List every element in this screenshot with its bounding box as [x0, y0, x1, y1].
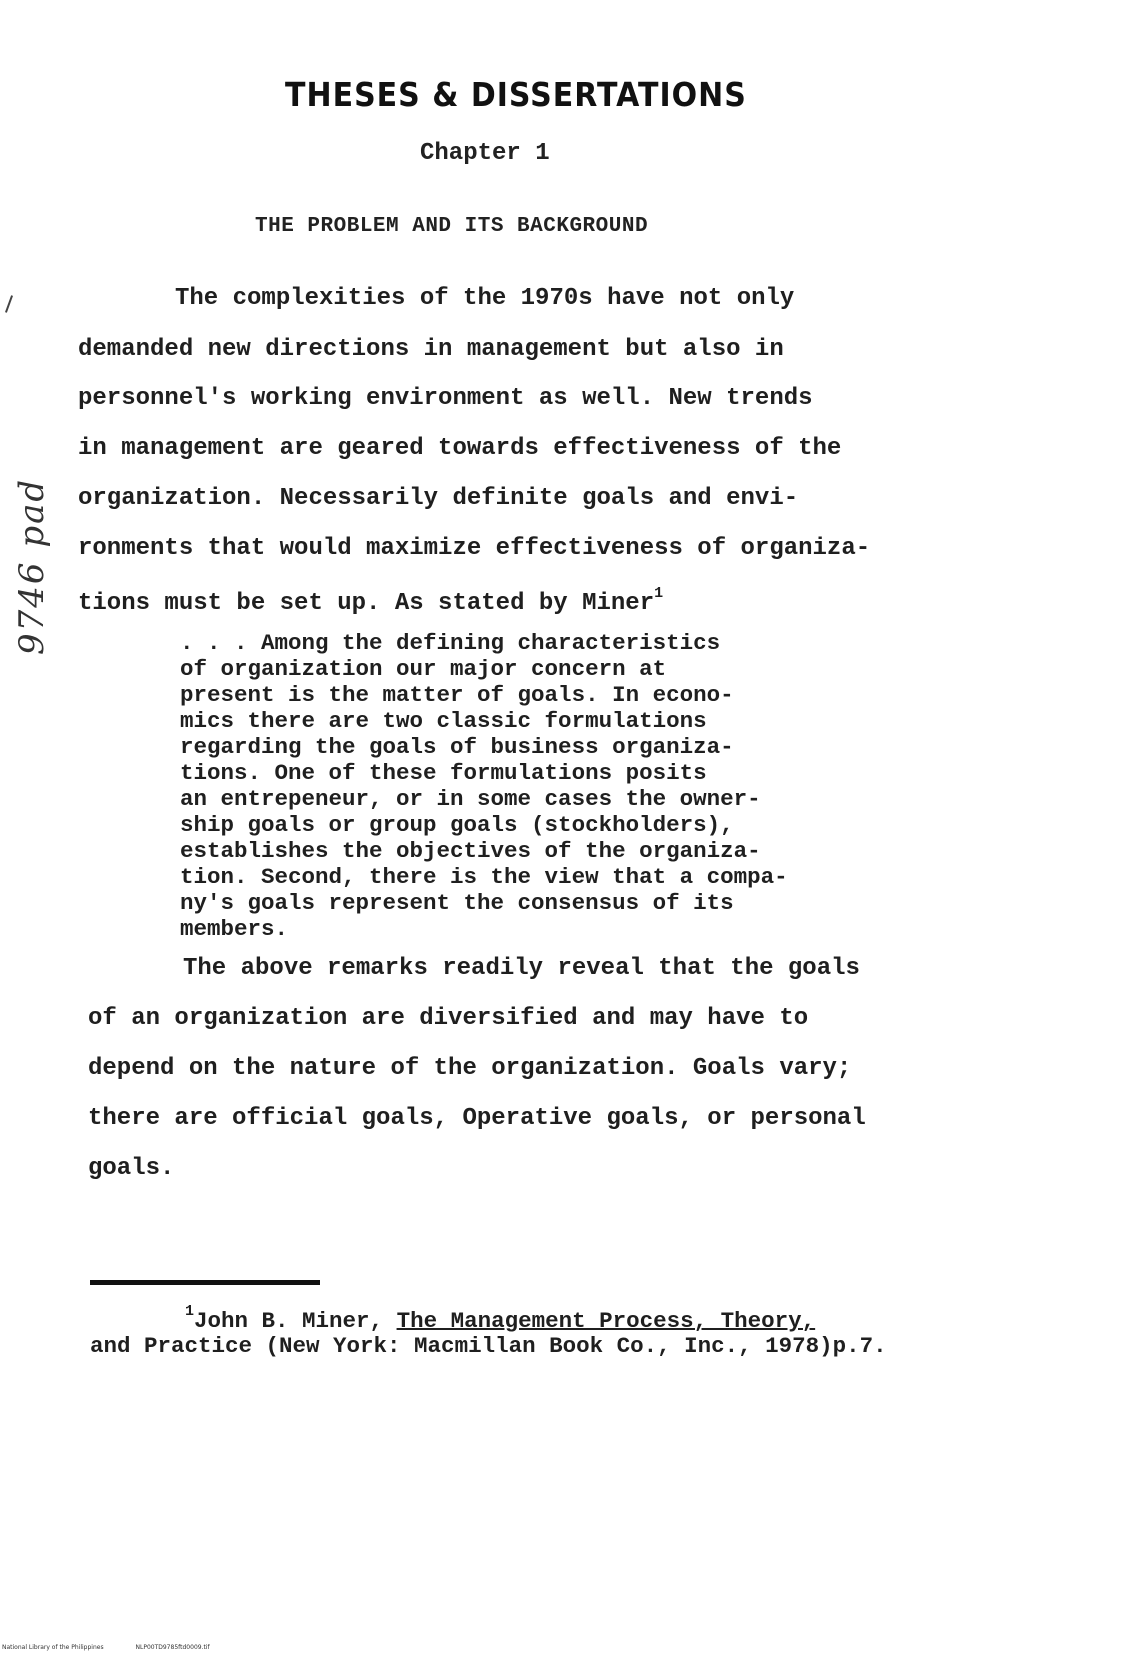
quote-line: members. — [180, 916, 289, 942]
theses-stamp: THESES & DISSERTATIONS — [285, 76, 747, 115]
footnote-marker: 1 — [185, 1303, 195, 1320]
paragraph-line: demanded new directions in management but also in — [78, 336, 784, 363]
footnote-reference: 1 — [654, 585, 664, 602]
footnote-line-2 — [90, 1333, 887, 1359]
quote-line: tion. Second, there is the view that a compa- — [180, 864, 788, 890]
footnote-rule — [90, 1280, 320, 1285]
quote-line: an entrepeneur, or in some cases the owner- — [180, 786, 761, 812]
footnote-publisher: (New York: Macmillan Book Co., Inc., 1978)p.7. — [252, 1333, 887, 1359]
footnote-book-title: The Management Process, Theory, — [396, 1308, 816, 1334]
paragraph-line: tions must be set up. As stated by Miner — [78, 590, 655, 617]
paragraph-line: goals. — [88, 1155, 175, 1182]
quote-line: establishes the objectives of the organiza- — [180, 838, 761, 864]
paragraph-line: ronments that would maximize effectiveness of organiza- — [78, 535, 871, 562]
caption-file: NLP00TD9785ftd0009.tif — [135, 1644, 210, 1651]
quote-line: tions. One of these formulations posits — [180, 760, 707, 786]
quote-line: of organization our major concern at — [180, 656, 667, 682]
paragraph-line: there are official goals, Operative goals, or personal — [88, 1105, 866, 1132]
chapter-heading: Chapter 1 — [420, 140, 550, 167]
margin-handwritten-note: 9746 pad — [12, 477, 52, 655]
footnote-author: John B. Miner, — [194, 1308, 397, 1334]
paragraph-line: personnel's working environment as well. New trends — [78, 385, 813, 412]
paragraph-line: depend on the nature of the organization. Goals vary; — [88, 1055, 852, 1082]
margin-tick — [5, 295, 13, 313]
paragraph-line: The above remarks readily reveal that the goals — [183, 955, 860, 982]
chapter-title: THE PROBLEM AND ITS BACKGROUND — [255, 215, 649, 238]
quote-line: . . . Among the defining characteristics — [180, 630, 721, 656]
quote-line: ny's goals represent the consensus of its — [180, 890, 734, 916]
quote-line: ship goals or group goals (stockholders), — [180, 812, 734, 838]
scan-caption — [2, 1644, 240, 1651]
quote-line: present is the matter of goals. In econo- — [180, 682, 734, 708]
paragraph-line-with-footnote — [78, 585, 663, 617]
quote-line: regarding the goals of business organiza- — [180, 734, 734, 760]
caption-library: National Library of the Philippines — [2, 1644, 104, 1651]
quote-line: mics there are two classic formulations — [180, 708, 707, 734]
footnote-line-1 — [185, 1303, 815, 1334]
footnote-book-title-cont: and Practice — [90, 1333, 253, 1359]
paragraph-line: in management are geared towards effectiveness of the — [78, 435, 842, 462]
paragraph-line: of an organization are diversified and may have to — [88, 1005, 809, 1032]
paragraph-line: organization. Necessarily definite goals and envi- — [78, 485, 799, 512]
paragraph-line: The complexities of the 1970s have not only — [175, 285, 795, 312]
